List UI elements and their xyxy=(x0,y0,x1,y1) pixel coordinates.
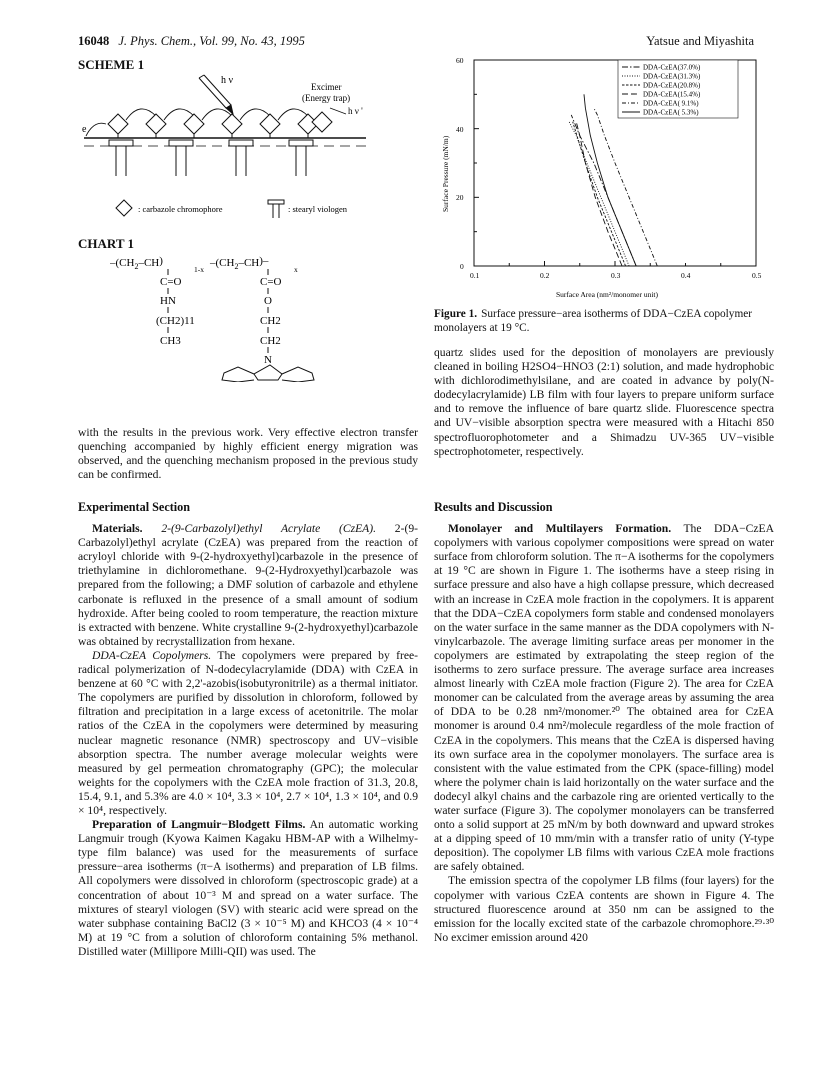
materials-text: 2-(9-Carbazolyl)ethyl acrylate (CzEA) was prepared from the reaction of acryloyl chloride with 9-(2-hydroxyethyl)carbazole in the presence of triethylamine in dichloromethane. 9-(2-Hydroxyethyl)carbazole was prepared from the following; a DMF solution of carbazole and ethylene carbonate is refluxed in the presence of a small amount of sodium hydroxide. After being cooled to room temperature, the reaction mixture is extracted with benzene. White crystalline 9-(2-hydroxyethyl)carbazole was obtained by recrystallization from hexane. xyxy=(78,522,418,648)
results-section xyxy=(434,500,774,945)
series-lines xyxy=(569,94,657,266)
lb-films-runin: Preparation of Langmuir−Blodgett Films. xyxy=(92,818,306,832)
figure1-chart xyxy=(436,52,772,302)
monolayer-paragraph xyxy=(434,522,774,874)
chart1-label: CHART 1 xyxy=(78,236,135,251)
energy-trap-label: (Energy trap) xyxy=(302,93,351,103)
chart1-alkyl: (CH2)11 xyxy=(156,315,195,327)
chart1-methyl: CH3 xyxy=(160,335,181,347)
legend-viologen-icon xyxy=(268,200,284,218)
excimer-label: Excimer xyxy=(311,82,342,92)
x-tick-label: 0.1 xyxy=(470,271,480,280)
legend-entry: DDA-CzEA(31.3%) xyxy=(643,72,701,81)
y-tick-label: 60 xyxy=(456,56,464,65)
x-tick-label: 0.2 xyxy=(540,271,550,280)
materials-paragraph xyxy=(78,522,418,649)
carbazole-chromophore-icons xyxy=(108,112,332,134)
x-tick-label: 0.3 xyxy=(611,271,621,280)
figure1-caption-text: Surface pressure−area isotherms of DDA−CzEA copolymer monolayers at 19 °C. xyxy=(434,308,753,334)
right-intro xyxy=(434,346,774,459)
legend-entry: DDA-CzEA(37.0%) xyxy=(643,63,701,72)
x-tick-label: 0.5 xyxy=(752,271,762,280)
isotherm-line xyxy=(569,122,629,266)
x-ticks xyxy=(474,261,756,266)
legend-chromophore-label: : carbazole chromophore xyxy=(138,204,223,214)
y-axis-label: Surface Pressure (mN/m) xyxy=(441,135,450,212)
legend-entry: DDA-CzEA(15.4%) xyxy=(643,90,701,99)
experimental-section xyxy=(78,500,418,959)
legend-chromophore-icon xyxy=(116,200,132,216)
emission-paragraph: The emission spectra of the copolymer LB films (four layers) for the copolymer with various CzEA contents are shown in Figure 4. The structured fluorescence around at 350 nm can be assigned to the emission for the locally excited state of the carbazole chromophore.²⁹·³⁰ No excimer emission around 420 xyxy=(434,874,774,944)
hv-label: h ν xyxy=(221,75,234,86)
running-header-authors: Yatsue and Miyashita xyxy=(646,34,754,48)
page-number: 16048 xyxy=(78,34,110,48)
stearyl-viologen-icons xyxy=(109,140,313,176)
legend-entry: DDA-CzEA(20.8%) xyxy=(643,81,701,90)
chart1-sub-1x: 1-x xyxy=(194,265,204,274)
lb-films-text: An automatic working Langmuir trough (Kyowa Kaimen Kagaku HBM-AP with a Wilhelmy-type film balance) was used for the measurements of surface pressure−area isotherms (π−A isotherms) and preparation of LB films. All copolymers were dissolved in chloroform (spectroscopic grade) at a concentration of about 10⁻³ M and spread on a water surface. The mixtures of stearyl viologen (SV) with stearic acid were spread on the water subphase containing BaCl2 (3 × 10⁻⁵ M) and KHCO3 (4 × 10⁻⁴ M) at 19 °C from a solution of chloroform containing 5% methanol. Distilled water (Millipore Milli-QII) was used. The xyxy=(78,818,418,958)
legend-entry: DDA-CzEA( 9.1%) xyxy=(643,99,699,108)
copolymers-subheading: DDA-CzEA Copolymers. xyxy=(92,648,212,662)
scheme-label: SCHEME 1 xyxy=(78,57,145,72)
chart1-sub-x: x xyxy=(294,265,298,274)
figure1-caption-label: Figure 1. xyxy=(434,308,478,320)
monolayer-text: The DDA−CzEA copolymers with various copolymer compositions were spread on water surface from chloroform solution. The π−A isotherms for the copolymers at 19 °C are shown in Figure 1. The isotherms have a steep rising in surface pressure and also have a high collapse pressure, which decreased with an increase in CzEA mole fraction in the copolymers. It is apparent that the DDA−CzEA copolymers form stable and condensed monolayers on the water surface in the same manner as the DDA copolymers with N-vinylcarbazole. The average limiting surface areas per monomer in the copolymers are estimated by extrapolating the steep region of the isotherms to zero surface pressure. The average surface area increases almost linearly with CzEA mole fraction (Figure 2). The area for CzEA monomer can be calculated from the average areas by assuming the area of DDA to be 0.28 nm²/monomer.²⁰ The obtained area for CzEA monomer is around 0.4 nm²/molecule regardless of the mole fraction of CzEA in the copolymers. This means that the CzEA is dispersed having its own surface area in the copolymer monolayers. The surface area is consistent with the value estimated from the CPK (space-filling) model where the polymer chain is laid horizontally on the water surface and the dodecyl alkyl chains and the carbazole ring are oriented vertically to the water surface (Figure 3). The copolymer monolayers can be transferred onto a solid support at 25 mN/m by both downward and upward strokes at a dipping speed of 10 mm/min with a transfer ratio of unity (Y-type deposition). The copolymer LB films with various CzEA mole fractions are safely obtained. xyxy=(434,522,774,874)
chart1-ester-o: O xyxy=(264,295,272,307)
figure1-caption xyxy=(434,308,774,335)
chart1-carbonyl-right: C=O xyxy=(260,276,282,288)
chart1-ch2-a: CH2 xyxy=(260,315,281,327)
czea-subheading: 2-(9-Carbazolyl)ethyl Acrylate (CzEA). xyxy=(161,522,377,536)
legend-viologen-label: : stearyl viologen xyxy=(288,204,348,214)
running-header-left xyxy=(78,34,305,49)
copolymers-text: The copolymers were prepared by free-radical polymerization of N-dodecylacrylamide (DDA) with CzEA in benzene at 60 °C with 2,2'-azobis(isobutyronitrile) as a thermal initiator. The copolymers are purified by dissolution in chloroform, followed by filtration and precipitation in a large excess of acetonitrile. The molar ratios of the CzEA in the copolymers were determined by measuring nuclear magnetic resonance (NMR) spectroscopy and UV−visible absorption spectra. The number average molecular weights were measured by gel permeation chromatography (GPC); the molecular weights for the copolymers with the CzEA mole fraction of 31.3, 20.8, 15.4, 9.1, and 5.3% are 4.0 × 10⁴, 3.3 × 10⁴, 2.7 × 10⁴, 1.3 × 10⁴, and 0.9 × 10⁴, respectively. xyxy=(78,648,419,817)
x-axis-label: Surface Area (nm²/monomer unit) xyxy=(556,290,659,299)
lb-films-paragraph xyxy=(78,818,418,959)
experimental-heading: Experimental Section xyxy=(78,500,191,514)
chart1-repeat-unit: $-(CH_2-CH)$ xyxy=(110,255,163,271)
copolymers-paragraph xyxy=(78,649,418,818)
x-tick-label: 0.4 xyxy=(681,271,691,280)
left-intro xyxy=(78,426,418,482)
emission-hv-label: h ν ' xyxy=(348,106,363,116)
y-ticks xyxy=(474,60,479,266)
left-intro-paragraph: with the results in the previous work. Very effective electron transfer quenching accompanied by highly efficient energy migration was observed, and the quenching mechanism proposed in the previous study can be confirmed. xyxy=(78,426,418,482)
y-tick-label: 20 xyxy=(456,193,464,202)
materials-runin: Materials. xyxy=(92,522,143,536)
chart1-ch2-b: CH2 xyxy=(260,335,281,347)
svg-text:–(CH2–CH)–: $-(CH_2-CH)-$ xyxy=(210,255,269,271)
chart1-carbonyl-left: C=O xyxy=(160,276,182,288)
electron-label: e xyxy=(82,124,87,135)
y-tick-label: 0 xyxy=(460,262,464,271)
right-intro-paragraph: quartz slides used for the deposition of monolayers are previously cleaned in boiling H2SO4−HNO3 (2:1) solution, and made hydrophobic with dichlorodimethylsilane, and are coated in advance by poly(N-dodecylacrylamide) LB film with four layers to prepare uniform surface and to remove the influence of bare quartz slide. Fluorescence spectra and UV−visible absorption spectra were measured with a Hitachi 850 spectrofluorophotometer and a Shimadzu UV-365 UV−visible spectrophotometer, respectively. xyxy=(434,346,774,458)
carbazole-ring-icon xyxy=(222,365,314,382)
monolayer-runin: Monolayer and Multilayers Formation. xyxy=(448,522,672,536)
legend-entry: DDA-CzEA( 5.3%) xyxy=(643,108,699,117)
scheme-diagram xyxy=(76,72,386,232)
results-heading: Results and Discussion xyxy=(434,500,553,514)
legend xyxy=(618,60,738,118)
chart1-structure xyxy=(110,252,350,382)
y-tick-label: 40 xyxy=(456,125,464,134)
chart1-amide: HN xyxy=(160,295,176,307)
chart1-nitrogen: N xyxy=(264,354,272,366)
journal-citation: J. Phys. Chem., Vol. 99, No. 43, 1995 xyxy=(118,34,305,48)
